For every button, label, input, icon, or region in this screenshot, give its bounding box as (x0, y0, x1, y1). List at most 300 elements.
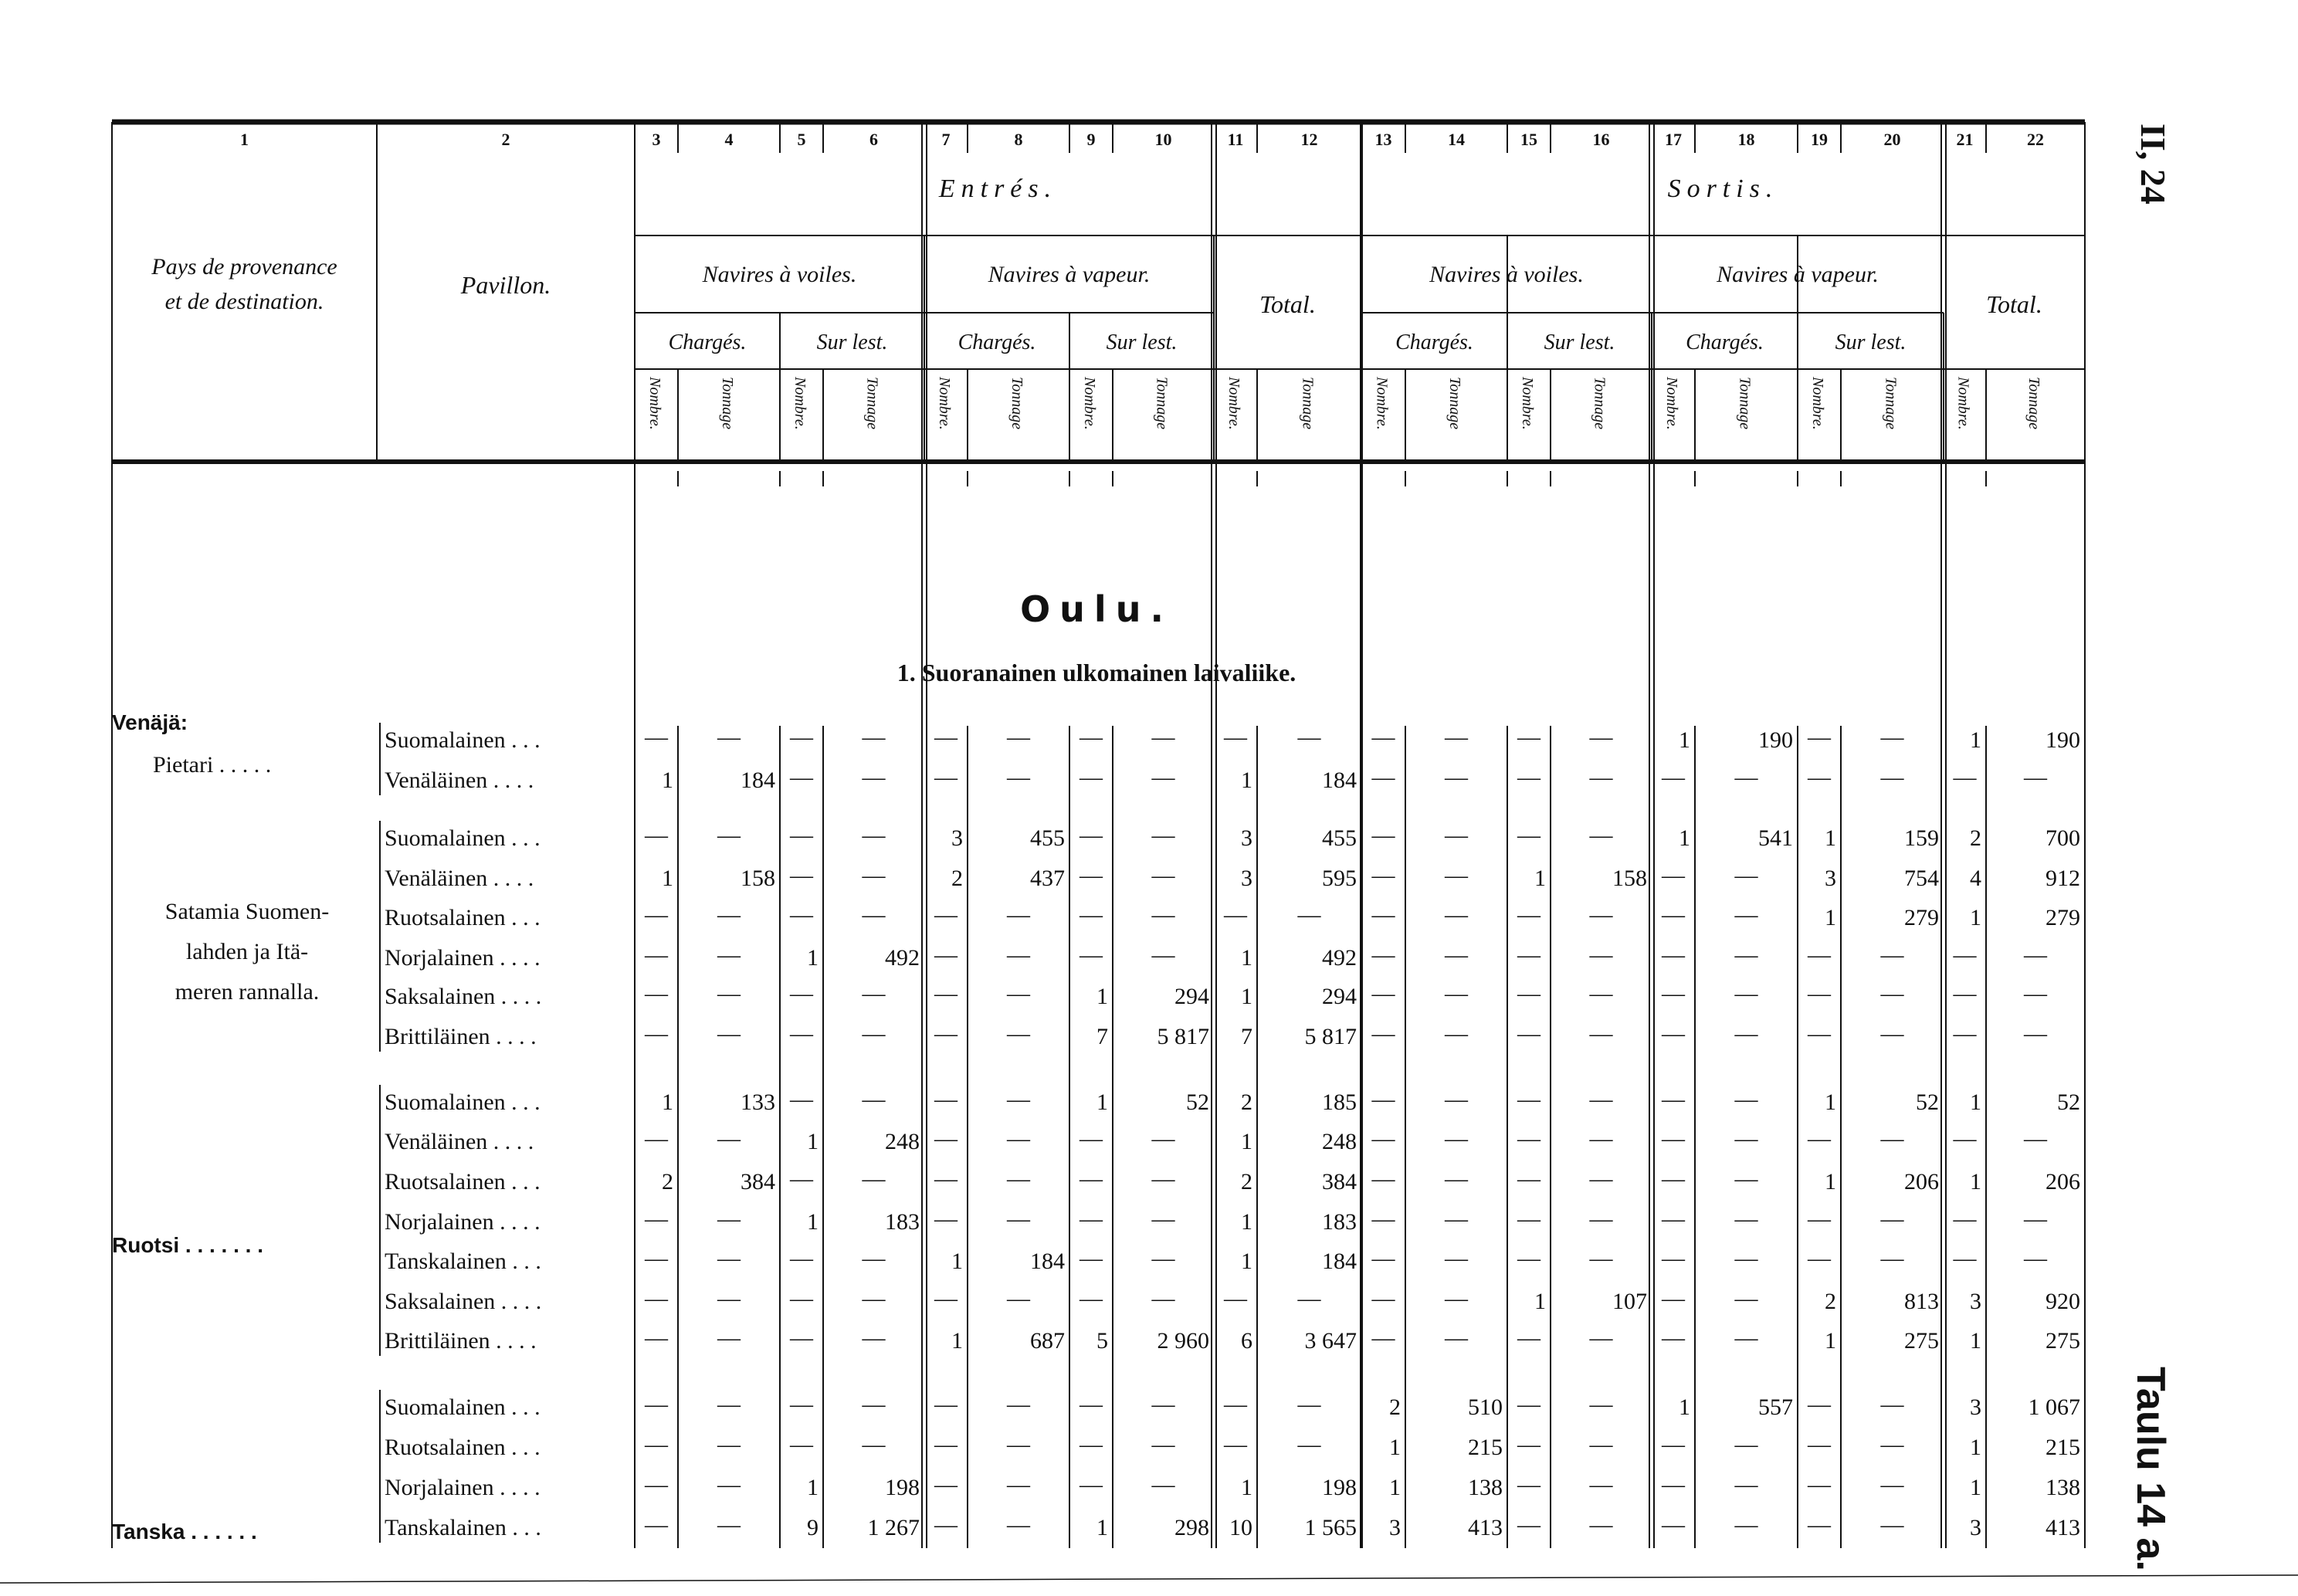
dash-cell: — (1662, 1472, 1685, 1497)
flag-label: Suomalainen . . . (385, 1394, 541, 1420)
dash-cell: — (1734, 1126, 1758, 1151)
dash-cell: — (790, 1286, 813, 1311)
dash-cell: — (1734, 1245, 1758, 1271)
dash-cell: — (1007, 1472, 1030, 1497)
dash-cell: — (1517, 1245, 1540, 1271)
value-cell: 687 (1030, 1328, 1065, 1354)
value-cell: 3 (1970, 1289, 1981, 1314)
tonnage-header: Tonnage (2025, 377, 2042, 430)
value-cell: 1 067 (2028, 1394, 2080, 1420)
dash-cell: — (1007, 764, 1030, 790)
value-cell: 1 565 (1304, 1515, 1357, 1540)
dash-cell: — (1589, 1021, 1613, 1046)
value-cell: 1 (1241, 1209, 1252, 1235)
dash-cell: — (645, 1021, 668, 1046)
dash-cell: — (1662, 902, 1685, 927)
dash-cell: — (717, 1512, 741, 1537)
dash-cell: — (1734, 1166, 1758, 1191)
dash-cell: — (1517, 1206, 1540, 1232)
value-cell: 3 (1241, 825, 1252, 851)
dash-cell: — (1734, 1472, 1758, 1497)
dash-cell: — (717, 942, 741, 967)
value-cell: 437 (1030, 866, 1065, 891)
dash-cell: — (1371, 822, 1395, 848)
tonnage-header: Tonnage (1008, 377, 1025, 430)
dash-cell: — (1151, 724, 1175, 750)
dash-cell: — (1445, 764, 1468, 790)
dash-cell: — (1517, 1512, 1540, 1537)
value-cell: 133 (741, 1089, 775, 1115)
dash-cell: — (1880, 942, 1904, 967)
entries-header: Entrés. (938, 175, 1058, 203)
dash-cell: — (862, 1286, 886, 1311)
number-header: Nombre. (646, 377, 663, 430)
dash-cell: — (790, 1432, 813, 1457)
dash-cell: — (1224, 1432, 1247, 1457)
dash-cell: — (1007, 1086, 1030, 1112)
value-cell: 294 (1174, 984, 1209, 1009)
dash-cell: — (1297, 902, 1321, 927)
dash-cell: — (1080, 862, 1103, 888)
value-cell: 3 647 (1304, 1328, 1357, 1354)
value-cell: 1 267 (867, 1515, 920, 1540)
dash-cell: — (1808, 1245, 1831, 1271)
flag-label: Brittiläinen . . . . (385, 1328, 537, 1354)
tonnage-header: Tonnage (1736, 377, 1754, 430)
dash-cell: — (934, 942, 958, 967)
column-number: 7 (941, 130, 951, 149)
dash-cell: — (1371, 862, 1395, 888)
dash-cell: — (645, 902, 668, 927)
dash-cell: — (1517, 1021, 1540, 1046)
dash-cell: — (1445, 724, 1468, 750)
value-cell: 510 (1468, 1394, 1503, 1420)
value-cell: 1 (1241, 768, 1252, 793)
dash-cell: — (1080, 1432, 1103, 1457)
dash-cell: — (645, 942, 668, 967)
value-cell: 492 (885, 945, 920, 971)
flag-label: Suomalainen . . . (385, 1089, 541, 1115)
dash-cell: — (1880, 1206, 1904, 1232)
dash-cell: — (1880, 1021, 1904, 1046)
dash-cell: — (717, 1391, 741, 1417)
port-label: meren rannalla. (175, 979, 320, 1005)
dash-cell: — (717, 902, 741, 927)
value-cell: 455 (1322, 825, 1357, 851)
dash-cell: — (1662, 1126, 1685, 1151)
dash-cell: — (1445, 1325, 1468, 1350)
number-header: Nombre. (1519, 377, 1536, 430)
dash-cell: — (790, 902, 813, 927)
total-header: Total. (1259, 290, 1316, 318)
dash-cell: — (645, 1286, 668, 1311)
dash-cell: — (1589, 981, 1613, 1006)
dash-cell: — (1808, 1206, 1831, 1232)
dash-cell: — (1662, 942, 1685, 967)
value-cell: 1 (1970, 1435, 1981, 1460)
dash-cell: — (1953, 942, 1977, 967)
dash-cell: — (862, 1432, 886, 1457)
dash-cell: — (1589, 1391, 1613, 1417)
dash-cell: — (934, 1126, 958, 1151)
dash-cell: — (1589, 1472, 1613, 1497)
dash-cell: — (934, 1206, 958, 1232)
number-header: Nombre. (1663, 377, 1680, 430)
dash-cell: — (645, 1126, 668, 1151)
column-number: 3 (652, 130, 661, 149)
value-cell: 298 (1174, 1515, 1209, 1540)
number-header: Nombre. (1081, 377, 1098, 430)
value-cell: 183 (885, 1209, 920, 1235)
value-cell: 5 (1096, 1328, 1108, 1354)
value-cell: 4 (1970, 866, 1981, 891)
value-cell: 107 (1612, 1289, 1647, 1314)
dash-cell: — (1371, 1286, 1395, 1311)
sail-ships-header: Navires à voiles. (1429, 262, 1584, 287)
column-number: 21 (1956, 130, 1974, 149)
dash-cell: — (1151, 1245, 1175, 1271)
value-cell: 384 (741, 1169, 775, 1194)
dash-cell: — (1297, 1432, 1321, 1457)
country-header: et de destination. (164, 289, 324, 314)
dash-cell: — (934, 1286, 958, 1311)
column-number: 2 (501, 130, 510, 149)
column-number: 11 (1227, 130, 1244, 149)
value-cell: 700 (2045, 825, 2080, 851)
port-label: Satamia Suomen- (164, 899, 330, 924)
country-label: Venäjä: (112, 710, 188, 734)
value-cell: 1 (1096, 1515, 1108, 1540)
ballast-header: Sur lest. (816, 330, 888, 354)
dash-cell: — (1953, 981, 1977, 1006)
dash-cell: — (645, 822, 668, 848)
value-cell: 1 (1825, 1089, 1836, 1115)
dash-cell: — (1297, 724, 1321, 750)
dash-cell: — (1589, 1166, 1613, 1191)
dash-cell: — (790, 862, 813, 888)
dash-cell: — (645, 724, 668, 750)
dash-cell: — (862, 1325, 886, 1350)
dash-cell: — (1371, 1021, 1395, 1046)
value-cell: 52 (1186, 1089, 1209, 1115)
port-label: lahden ja Itä- (185, 939, 309, 964)
dash-cell: — (1445, 1021, 1468, 1046)
flag-label: Suomalainen . . . (385, 825, 541, 851)
dash-cell: — (645, 1391, 668, 1417)
dash-cell: — (1880, 724, 1904, 750)
value-cell: 1 (1241, 1129, 1252, 1154)
dash-cell: — (790, 1245, 813, 1271)
dash-cell: — (1517, 1166, 1540, 1191)
dash-cell: — (1007, 981, 1030, 1006)
dash-cell: — (1880, 1432, 1904, 1457)
value-cell: 2 (662, 1169, 673, 1194)
dash-cell: — (1808, 1472, 1831, 1497)
dash-cell: — (1953, 1206, 1977, 1232)
dash-cell: — (1734, 1512, 1758, 1537)
dash-cell: — (645, 981, 668, 1006)
dash-cell: — (1371, 902, 1395, 927)
number-header: Nombre. (1373, 377, 1391, 430)
dash-cell: — (1517, 981, 1540, 1006)
dash-cell: — (1953, 1126, 1977, 1151)
value-cell: 492 (1322, 945, 1357, 971)
dash-cell: — (645, 1245, 668, 1271)
dash-cell: — (1517, 1391, 1540, 1417)
value-cell: 557 (1758, 1394, 1793, 1420)
dash-cell: — (1007, 1512, 1030, 1537)
dash-cell: — (1445, 822, 1468, 848)
number-header: Nombre. (936, 377, 953, 430)
flag-label: Tanskalainen . . . (385, 1249, 541, 1274)
dash-cell: — (1445, 1206, 1468, 1232)
dash-cell: — (862, 862, 886, 888)
value-cell: 1 (1389, 1475, 1401, 1500)
dash-cell: — (2024, 1206, 2047, 1232)
dash-cell: — (1589, 1245, 1613, 1271)
dash-cell: — (790, 764, 813, 790)
flag-label: Ruotsalainen . . . (385, 905, 541, 930)
value-cell: 190 (2045, 727, 2080, 753)
city-title: Oulu. (1020, 588, 1173, 630)
flag-label: Venäläinen . . . . (385, 1129, 534, 1154)
value-cell: 1 (1970, 905, 1981, 930)
value-cell: 912 (2045, 866, 2080, 891)
value-cell: 52 (2057, 1089, 2080, 1115)
value-cell: 184 (1322, 1249, 1357, 1274)
dash-cell: — (1662, 1206, 1685, 1232)
value-cell: 3 (1241, 866, 1252, 891)
value-cell: 1 (1241, 1475, 1252, 1500)
dash-cell: — (1007, 1391, 1030, 1417)
value-cell: 7 (1241, 1024, 1252, 1049)
value-cell: 1 (1534, 866, 1546, 891)
dash-cell: — (1445, 1126, 1468, 1151)
dash-cell: — (717, 1126, 741, 1151)
dash-cell: — (1734, 942, 1758, 967)
value-cell: 248 (1322, 1129, 1357, 1154)
value-cell: 1 (1970, 1475, 1981, 1500)
column-number: 8 (1014, 130, 1023, 149)
value-cell: 3 (1970, 1394, 1981, 1420)
value-cell: 294 (1322, 984, 1357, 1009)
dash-cell: — (1517, 822, 1540, 848)
dash-cell: — (1880, 1126, 1904, 1151)
steam-ships-header: Navires à vapeur. (1717, 262, 1879, 287)
dash-cell: — (1151, 822, 1175, 848)
tonnage-header: Tonnage (719, 377, 736, 430)
dash-cell: — (1445, 942, 1468, 967)
dash-cell: — (1007, 1286, 1030, 1311)
value-cell: 184 (1322, 768, 1357, 793)
value-cell: 3 (951, 825, 963, 851)
dash-cell: — (1007, 902, 1030, 927)
dash-cell: — (717, 981, 741, 1006)
country-label: Tanska . . . . . . (112, 1520, 257, 1543)
value-cell: 813 (1904, 1289, 1939, 1314)
dash-cell: — (1662, 1432, 1685, 1457)
column-number: 1 (240, 130, 249, 149)
value-cell: 1 (1825, 1328, 1836, 1354)
dash-cell: — (1662, 862, 1685, 888)
value-cell: 190 (1758, 727, 1793, 753)
dash-cell: — (1007, 942, 1030, 967)
section-title: 1. Suoranainen ulkomainen laivaliike. (896, 659, 1296, 686)
dash-cell: — (1080, 1245, 1103, 1271)
dash-cell: — (1007, 1021, 1030, 1046)
country-label: Ruotsi . . . . . . . (112, 1233, 264, 1257)
value-cell: 158 (1612, 866, 1647, 891)
column-number: 4 (724, 130, 734, 149)
dash-cell: — (1880, 1512, 1904, 1537)
value-cell: 248 (885, 1129, 920, 1154)
value-cell: 185 (1322, 1089, 1357, 1115)
value-cell: 1 (807, 1129, 819, 1154)
dash-cell: — (1880, 1245, 1904, 1271)
value-cell: 198 (1322, 1475, 1357, 1500)
flag-label: Saksalainen . . . . (385, 984, 542, 1009)
value-cell: 1 (1389, 1435, 1401, 1460)
column-number: 9 (1086, 130, 1096, 149)
value-cell: 1 (1825, 825, 1836, 851)
dash-cell: — (1517, 1472, 1540, 1497)
value-cell: 9 (807, 1515, 819, 1540)
value-cell: 5 817 (1157, 1024, 1209, 1049)
value-cell: 5 817 (1304, 1024, 1357, 1049)
dash-cell: — (1517, 1126, 1540, 1151)
steam-ships-header: Navires à vapeur. (988, 262, 1151, 287)
number-header: Nombre. (791, 377, 808, 430)
dash-cell: — (1224, 724, 1247, 750)
dash-cell: — (1445, 1245, 1468, 1271)
dash-cell: — (1371, 1126, 1395, 1151)
dash-cell: — (790, 1391, 813, 1417)
dash-cell: — (1589, 724, 1613, 750)
dash-cell: — (1880, 981, 1904, 1006)
dash-cell: — (1662, 1086, 1685, 1112)
dash-cell: — (1445, 1286, 1468, 1311)
dash-cell: — (934, 1512, 958, 1537)
flag-label: Ruotsalainen . . . (385, 1169, 541, 1194)
column-number: 14 (1448, 130, 1465, 149)
dash-cell: — (1224, 1391, 1247, 1417)
dash-cell: — (1151, 1391, 1175, 1417)
dash-cell: — (1734, 1086, 1758, 1112)
dash-cell: — (1151, 902, 1175, 927)
dash-cell: — (717, 822, 741, 848)
dash-cell: — (1080, 764, 1103, 790)
value-cell: 138 (1468, 1475, 1503, 1500)
value-cell: 1 (662, 866, 673, 891)
dash-cell: — (1080, 822, 1103, 848)
dash-cell: — (1007, 1166, 1030, 1191)
loaded-header: Chargés. (958, 330, 1036, 354)
value-cell: 2 (951, 866, 963, 891)
value-cell: 3 (1825, 866, 1836, 891)
dash-cell: — (1371, 764, 1395, 790)
dash-cell: — (1517, 724, 1540, 750)
ballast-header: Sur lest. (1835, 330, 1907, 354)
port-label: Pietari . . . . . (153, 752, 272, 778)
column-number: 10 (1154, 130, 1172, 149)
dash-cell: — (1371, 981, 1395, 1006)
flag-label: Saksalainen . . . . (385, 1289, 542, 1314)
dash-cell: — (1734, 981, 1758, 1006)
dash-cell: — (1080, 724, 1103, 750)
dash-cell: — (2024, 1126, 2047, 1151)
dash-cell: — (790, 1021, 813, 1046)
dash-cell: — (1080, 1166, 1103, 1191)
dash-cell: — (1662, 1166, 1685, 1191)
dash-cell: — (1734, 1286, 1758, 1311)
dash-cell: — (1517, 764, 1540, 790)
value-cell: 2 960 (1157, 1328, 1209, 1354)
value-cell: 413 (2045, 1515, 2080, 1540)
loaded-header: Chargés. (1686, 330, 1764, 354)
dash-cell: — (790, 1166, 813, 1191)
value-cell: 1 (807, 1475, 819, 1500)
value-cell: 6 (1241, 1328, 1252, 1354)
dash-cell: — (1953, 764, 1977, 790)
dash-cell: — (1662, 1325, 1685, 1350)
dash-cell: — (1734, 1021, 1758, 1046)
page-number-label: II, 24 (2134, 124, 2173, 205)
sail-ships-header: Navires à voiles. (702, 262, 857, 287)
value-cell: 215 (1468, 1435, 1503, 1460)
dash-cell: — (1589, 1325, 1613, 1350)
dash-cell: — (1517, 1325, 1540, 1350)
column-number: 6 (869, 130, 878, 149)
value-cell: 275 (1904, 1328, 1939, 1354)
dash-cell: — (790, 724, 813, 750)
value-cell: 7 (1096, 1024, 1108, 1049)
value-cell: 384 (1322, 1169, 1357, 1194)
dash-cell: — (1080, 1391, 1103, 1417)
dash-cell: — (1808, 942, 1831, 967)
value-cell: 595 (1322, 866, 1357, 891)
dash-cell: — (862, 822, 886, 848)
dash-cell: — (1371, 1206, 1395, 1232)
dash-cell: — (717, 1432, 741, 1457)
dash-cell: — (2024, 981, 2047, 1006)
dash-cell: — (1880, 1391, 1904, 1417)
dash-cell: — (717, 1325, 741, 1350)
dash-cell: — (1589, 1206, 1613, 1232)
flag-label: Brittiläinen . . . . (385, 1024, 537, 1049)
dash-cell: — (934, 1472, 958, 1497)
tonnage-header: Tonnage (1882, 377, 1900, 430)
flag-label: Venäläinen . . . . (385, 866, 534, 891)
dash-cell: — (934, 902, 958, 927)
dash-cell: — (1808, 1391, 1831, 1417)
value-cell: 1 (1241, 945, 1252, 971)
dash-cell: — (1662, 1286, 1685, 1311)
exits-header: Sortis. (1667, 175, 1779, 203)
column-number: 16 (1592, 130, 1610, 149)
value-cell: 1 (1970, 727, 1981, 753)
value-cell: 184 (1030, 1249, 1065, 1274)
value-cell: 3 (1970, 1515, 1981, 1540)
flag-label: Venäläinen . . . . (385, 768, 534, 793)
value-cell: 1 (662, 768, 673, 793)
dash-cell: — (1734, 1325, 1758, 1350)
value-cell: 1 (807, 1209, 819, 1235)
dash-cell: — (645, 1206, 668, 1232)
dash-cell: — (1734, 764, 1758, 790)
dash-cell: — (1080, 942, 1103, 967)
dash-cell: — (1371, 1166, 1395, 1191)
dash-cell: — (934, 1086, 958, 1112)
